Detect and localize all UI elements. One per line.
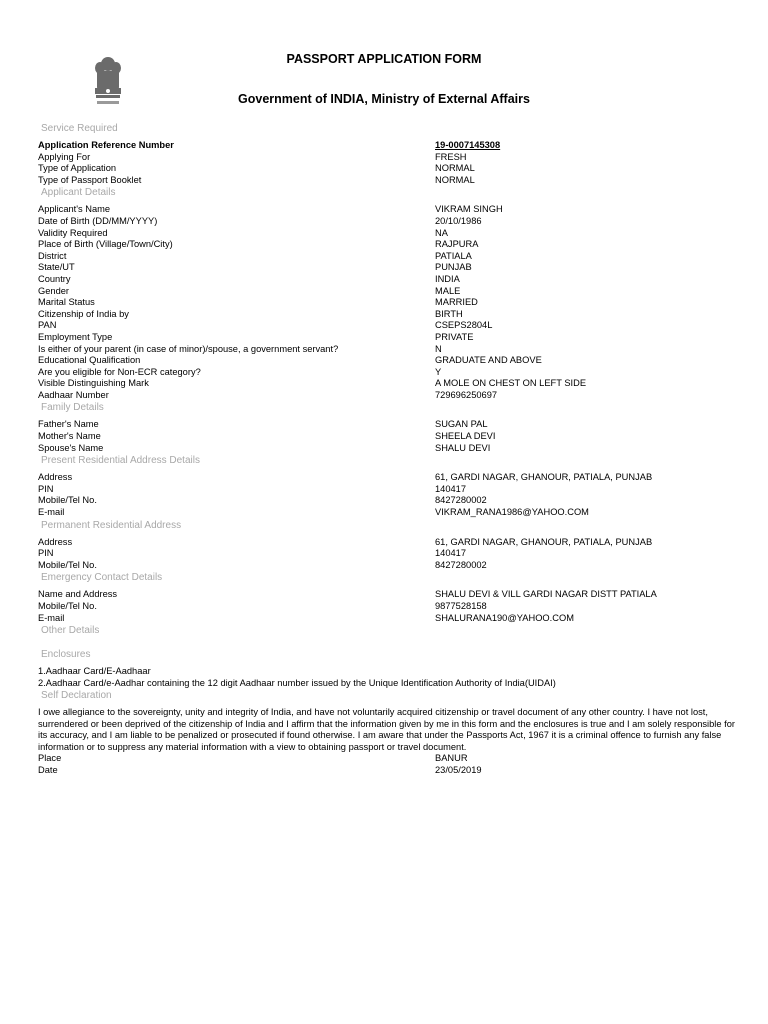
field-label: Is either of your parent (in case of minor)/spouse, a government servant? (38, 343, 339, 354)
field-label: Application Reference Number (38, 140, 174, 150)
field-value: PUNJAB (435, 262, 472, 273)
field-value: SHALU DEVI & VILL GARDI NAGAR DISTT PATIALA (435, 589, 657, 600)
form-row (38, 443, 738, 455)
form-row (38, 152, 738, 164)
field-value: 140417 (435, 483, 467, 494)
field-label: Validity Required (38, 227, 108, 238)
field-value: NORMAL (435, 163, 475, 174)
field-value: Y (435, 366, 442, 377)
field-label: Applying For (38, 151, 91, 162)
form-row (38, 297, 738, 309)
field-label: State/UT (38, 262, 75, 273)
form-row (38, 344, 738, 356)
field-label: Address (38, 472, 73, 483)
field-label: Aadhaar Number (38, 389, 109, 400)
field-value: CSEPS2804L (435, 320, 493, 331)
field-label: Type of Passport Booklet (38, 174, 142, 185)
form-row (38, 204, 738, 216)
form-row (38, 286, 738, 298)
form-row (38, 613, 738, 625)
field-label: E-mail (38, 507, 65, 518)
field-value: SUGAN PAL (435, 419, 488, 430)
form-row (38, 507, 738, 519)
field-value: GRADUATE AND ABOVE (435, 355, 542, 366)
section-heading: Service Required (41, 123, 118, 134)
form-row (38, 262, 738, 274)
form-row (38, 537, 738, 549)
form-row (38, 431, 738, 443)
field-value: MALE (435, 285, 461, 296)
field-value: N (435, 343, 442, 354)
field-label: Name and Address (38, 589, 118, 600)
field-value: 20/10/1986 (435, 215, 482, 226)
field-label: Are you eligible for Non-ECR category? (38, 366, 201, 377)
form-row (38, 309, 738, 321)
field-value: FRESH (435, 151, 467, 162)
field-label: PAN (38, 320, 57, 331)
field-value: 19-0007145308 (435, 140, 501, 150)
field-value: RAJPURA (435, 239, 479, 250)
form-row (38, 472, 738, 484)
form-row (38, 753, 738, 765)
field-value: NA (435, 227, 448, 238)
field-label: PIN (38, 483, 54, 494)
field-label: Father's Name (38, 419, 99, 430)
field-label: District (38, 250, 67, 261)
section-heading: Self Declaration (41, 690, 112, 702)
form-body (38, 122, 738, 776)
field-label: Mobile/Tel No. (38, 559, 97, 570)
form-title: PASSPORT APPLICATION FORM (286, 52, 482, 66)
form-row (38, 495, 738, 507)
field-value: A MOLE ON CHEST ON LEFT SIDE (435, 378, 587, 389)
field-value: BIRTH (435, 308, 463, 319)
field-value: 8427280002 (435, 559, 487, 570)
field-value: SHALU DEVI (435, 442, 491, 453)
field-value: 729696250697 (435, 389, 498, 400)
section-heading: Family Details (41, 402, 104, 414)
field-label: Employment Type (38, 331, 113, 342)
field-value: VIKRAM_RANA1986@YAHOO.COM (435, 507, 589, 518)
form-row (38, 601, 738, 613)
form-row (38, 484, 738, 496)
field-value: PATIALA (435, 250, 472, 261)
section-heading: Emergency Contact Details (41, 572, 163, 584)
field-label: Visible Distinguishing Mark (38, 378, 149, 389)
field-value: INDIA (435, 273, 460, 284)
field-label: Marital Status (38, 297, 95, 308)
field-value: BANUR (435, 753, 468, 763)
form-row (38, 320, 738, 332)
form-row (38, 548, 738, 560)
section-heading: Applicant Details (41, 187, 116, 199)
field-label: Country (38, 273, 71, 284)
section-heading: Permanent Residential Address (41, 519, 182, 531)
field-value: NORMAL (435, 174, 475, 185)
declaration-text: I owe allegiance to the sovereignty, unity and integrity of India, and have not voluntarily acquired citizenship or travel document of any other country. I have not lost, surrendered or been deprived of the citizenship of India and I affirm that the information given by me in this form and the enclosures is true and I am solely responsible for its accuracy, and I am liable to be penalized or prosecuted if found otherwise. I am aware that under the Passports Act, 1967 it is a criminal offence to furnish any false information or to suppress any material information with a view to obtaining passport or travel document. (38, 707, 735, 752)
field-value: 23/05/2019 (435, 764, 482, 775)
field-value: MARRIED (435, 297, 478, 308)
section-heading: Enclosures (41, 649, 91, 661)
field-value: 61, GARDI NAGAR, GHANOUR, PATIALA, PUNJAB (435, 472, 653, 483)
field-label: Spouse's Name (38, 442, 104, 453)
form-row (38, 274, 738, 286)
field-label: Mother's Name (38, 431, 101, 442)
field-label: Gender (38, 285, 70, 296)
field-label: Address (38, 536, 73, 547)
section-heading: Other Details (41, 625, 100, 637)
field-value: PRIVATE (435, 331, 474, 342)
field-label: Mobile/Tel No. (38, 495, 97, 506)
field-label: Educational Qualification (38, 355, 141, 366)
field-value: SHEELA DEVI (435, 431, 496, 442)
form-row (38, 332, 738, 344)
form-row (38, 378, 738, 390)
field-label: Date of Birth (DD/MM/YYYY) (38, 215, 158, 226)
field-label: Place of Birth (Village/Town/City) (38, 239, 173, 250)
form-row (38, 589, 738, 601)
form-row (38, 419, 738, 431)
form-row (38, 251, 738, 263)
form-row (38, 390, 738, 402)
form-row (38, 175, 738, 187)
field-value: 9877528158 (435, 601, 487, 611)
field-label: Place (38, 753, 62, 763)
form-row (38, 228, 738, 240)
section-heading: Present Residential Address Details (41, 455, 200, 467)
form-row (38, 216, 738, 228)
field-value: 61, GARDI NAGAR, GHANOUR, PATIALA, PUNJAB (435, 536, 653, 547)
field-label: Mobile/Tel No. (38, 601, 97, 611)
form-row (38, 355, 738, 367)
field-label: Applicant's Name (38, 204, 111, 215)
field-value: 8427280002 (435, 495, 487, 506)
field-label: PIN (38, 548, 54, 559)
field-label: Type of Application (38, 163, 117, 174)
form-row (38, 239, 738, 251)
ministry-subtitle: Government of INDIA, Ministry of External Affairs (238, 92, 530, 106)
enclosure-item: 1.Aadhaar Card/E-Aadhaar (38, 666, 151, 677)
form-row (38, 560, 738, 572)
field-label: Citizenship of India by (38, 308, 129, 319)
field-label: Date (38, 764, 58, 775)
enclosure-item: 2.Aadhaar Card/e-Aadhar containing the 12 digit Aadhaar number issued by the Unique Identification Authority of India(UIDAI) (38, 677, 556, 688)
form-row (38, 163, 738, 175)
field-value: VIKRAM SINGH (435, 204, 503, 215)
form-row (38, 140, 738, 152)
field-value: 140417 (435, 548, 467, 559)
form-row (38, 367, 738, 379)
field-label: E-mail (38, 612, 65, 623)
field-value: SHALURANA190@YAHOO.COM (435, 612, 574, 623)
spacer (38, 642, 738, 648)
form-row (38, 765, 738, 777)
